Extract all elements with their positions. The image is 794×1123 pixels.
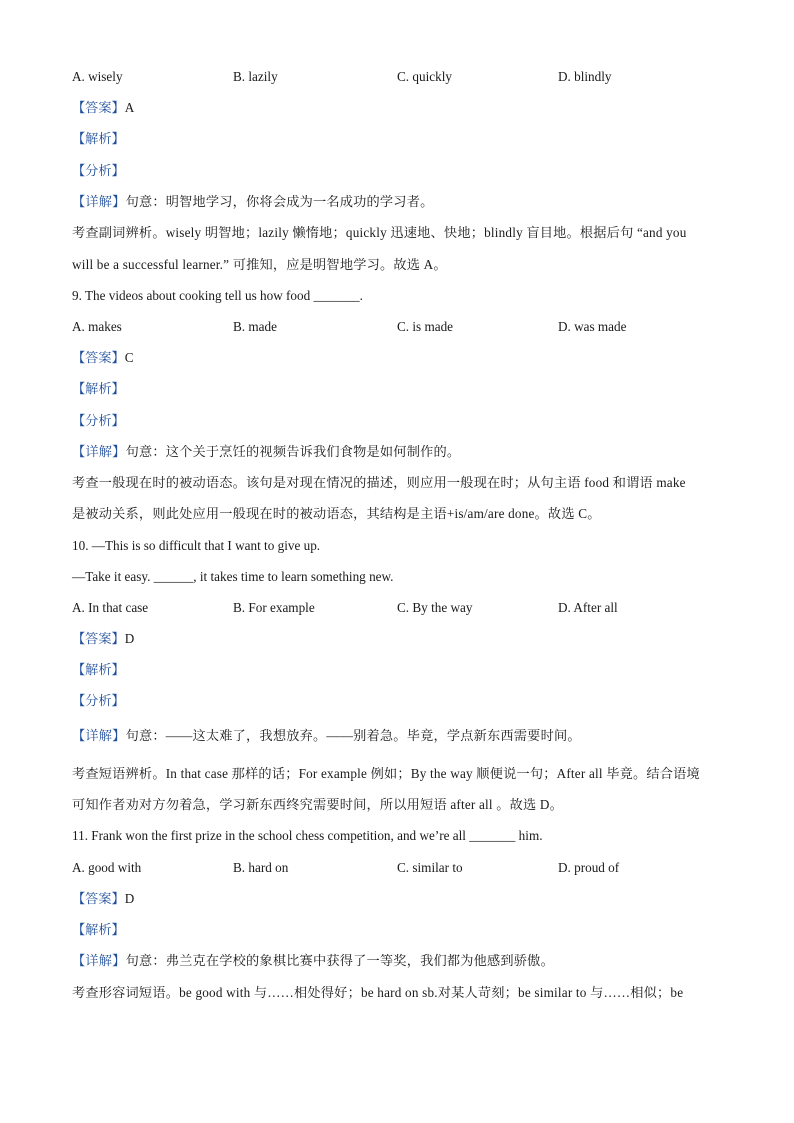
q8-answer	[72, 99, 134, 117]
q10-stem-line-1: 10. —This is so difficult that I want to give up.	[72, 538, 321, 553]
answer-tag: 【答案】	[72, 891, 125, 906]
answer-tag: 【答案】	[72, 100, 125, 115]
q11-detail	[72, 952, 554, 970]
q9-detail	[72, 443, 460, 461]
q11-analysis-tag: 【解析】	[72, 922, 125, 937]
q10-stem-line-2: —Take it easy. ______, it takes time to learn something new.	[72, 569, 394, 584]
q8-option-a: A. wisely	[72, 69, 123, 84]
answer-value: C	[124, 350, 134, 365]
q10-fenxi-tag: 【分析】	[72, 693, 125, 708]
detail-tag: 【详解】	[72, 444, 126, 459]
q10-explain-line-1: 考查短语辨析。In that case 那样的话；For example 例如；By the way 顺便说一句；After all 毕竟。结合语境	[72, 766, 700, 781]
q10-option-a: A. In that case	[72, 600, 149, 615]
answer-value: D	[124, 631, 135, 646]
q9-fenxi-tag: 【分析】	[72, 413, 125, 428]
q11-options	[72, 859, 732, 877]
q11-answer	[72, 890, 134, 908]
q9-answer	[72, 349, 134, 367]
q10-option-d: D. After all	[558, 600, 618, 615]
q11-option-c: C. similar to	[397, 860, 463, 875]
q9-stem: 9. The videos about cooking tell us how food _______.	[72, 288, 363, 303]
detail-text: 句意：弗兰克在学校的象棋比赛中获得了一等奖，我们都为他感到骄傲。	[125, 953, 554, 968]
q11-option-d: D. proud of	[558, 860, 620, 875]
q11-explain-line-1: 考查形容词短语。be good with 与……相处得好；be hard on sb.对某人苛刻；be similar to 与……相似；be	[72, 985, 684, 1000]
q8-analysis-tag: 【解析】	[72, 131, 125, 146]
q8-fenxi-tag: 【分析】	[72, 163, 125, 178]
detail-text: 句意：这个关于烹饪的视频告诉我们食物是如何制作的。	[125, 444, 461, 459]
q8-option-d: D. blindly	[558, 69, 612, 84]
q9-option-b: B. made	[233, 319, 277, 334]
q11-stem: 11. Frank won the first prize in the school chess competition, and we’re all _______ him.	[72, 828, 543, 843]
answer-value: D	[124, 891, 135, 906]
q9-option-a: A. makes	[72, 319, 122, 334]
q10-option-c: C. By the way	[397, 600, 473, 615]
q9-explain-line-1: 考查一般现在时的被动语态。该句是对现在情况的描述，则应用一般现在时；从句主语 food 和谓语 make	[72, 475, 686, 490]
answer-tag: 【答案】	[72, 631, 125, 646]
q11-option-a: A. good with	[72, 860, 142, 875]
q8-option-c: C. quickly	[397, 69, 452, 84]
q9-options	[72, 318, 732, 336]
detail-text: 句意：明智地学习，你将会成为一名成功的学习者。	[125, 194, 434, 209]
q10-analysis-tag: 【解析】	[72, 662, 125, 677]
q8-explain-line-2: will be a successful learner.” 可推知，应是明智地学习。故选 A。	[72, 257, 447, 272]
q9-analysis-tag: 【解析】	[72, 381, 125, 396]
q9-option-c: C. is made	[397, 319, 454, 334]
q9-option-d: D. was made	[558, 319, 627, 334]
detail-tag: 【详解】	[72, 953, 126, 968]
q10-detail	[72, 727, 581, 745]
answer-value: A	[124, 100, 135, 115]
detail-tag: 【详解】	[72, 728, 126, 743]
q10-option-b: B. For example	[233, 600, 315, 615]
q8-option-b: B. lazily	[233, 69, 278, 84]
detail-text: 句意：——这太难了，我想放弃。——别着急。毕竟，学点新东西需要时间。	[125, 728, 581, 743]
q11-option-b: B. hard on	[233, 860, 289, 875]
q8-options	[72, 68, 732, 86]
q9-explain-line-2: 是被动关系，则此处应用一般现在时的被动语态，其结构是主语+is/am/are done。故选 C。	[72, 506, 601, 521]
q8-explain-line-1: 考查副词辨析。wisely 明智地；lazily 懒惰地；quickly 迅速地、快地；blindly 盲目地。根据后句 “and you	[72, 225, 687, 240]
q10-explain-line-2: 可知作者劝对方勿着急，学习新东西终究需要时间，所以用短语 after all 。故选 D。	[72, 797, 564, 812]
q8-detail	[72, 193, 433, 211]
detail-tag: 【详解】	[72, 194, 126, 209]
q10-options	[72, 599, 732, 617]
q10-answer	[72, 630, 134, 648]
answer-tag: 【答案】	[72, 350, 125, 365]
